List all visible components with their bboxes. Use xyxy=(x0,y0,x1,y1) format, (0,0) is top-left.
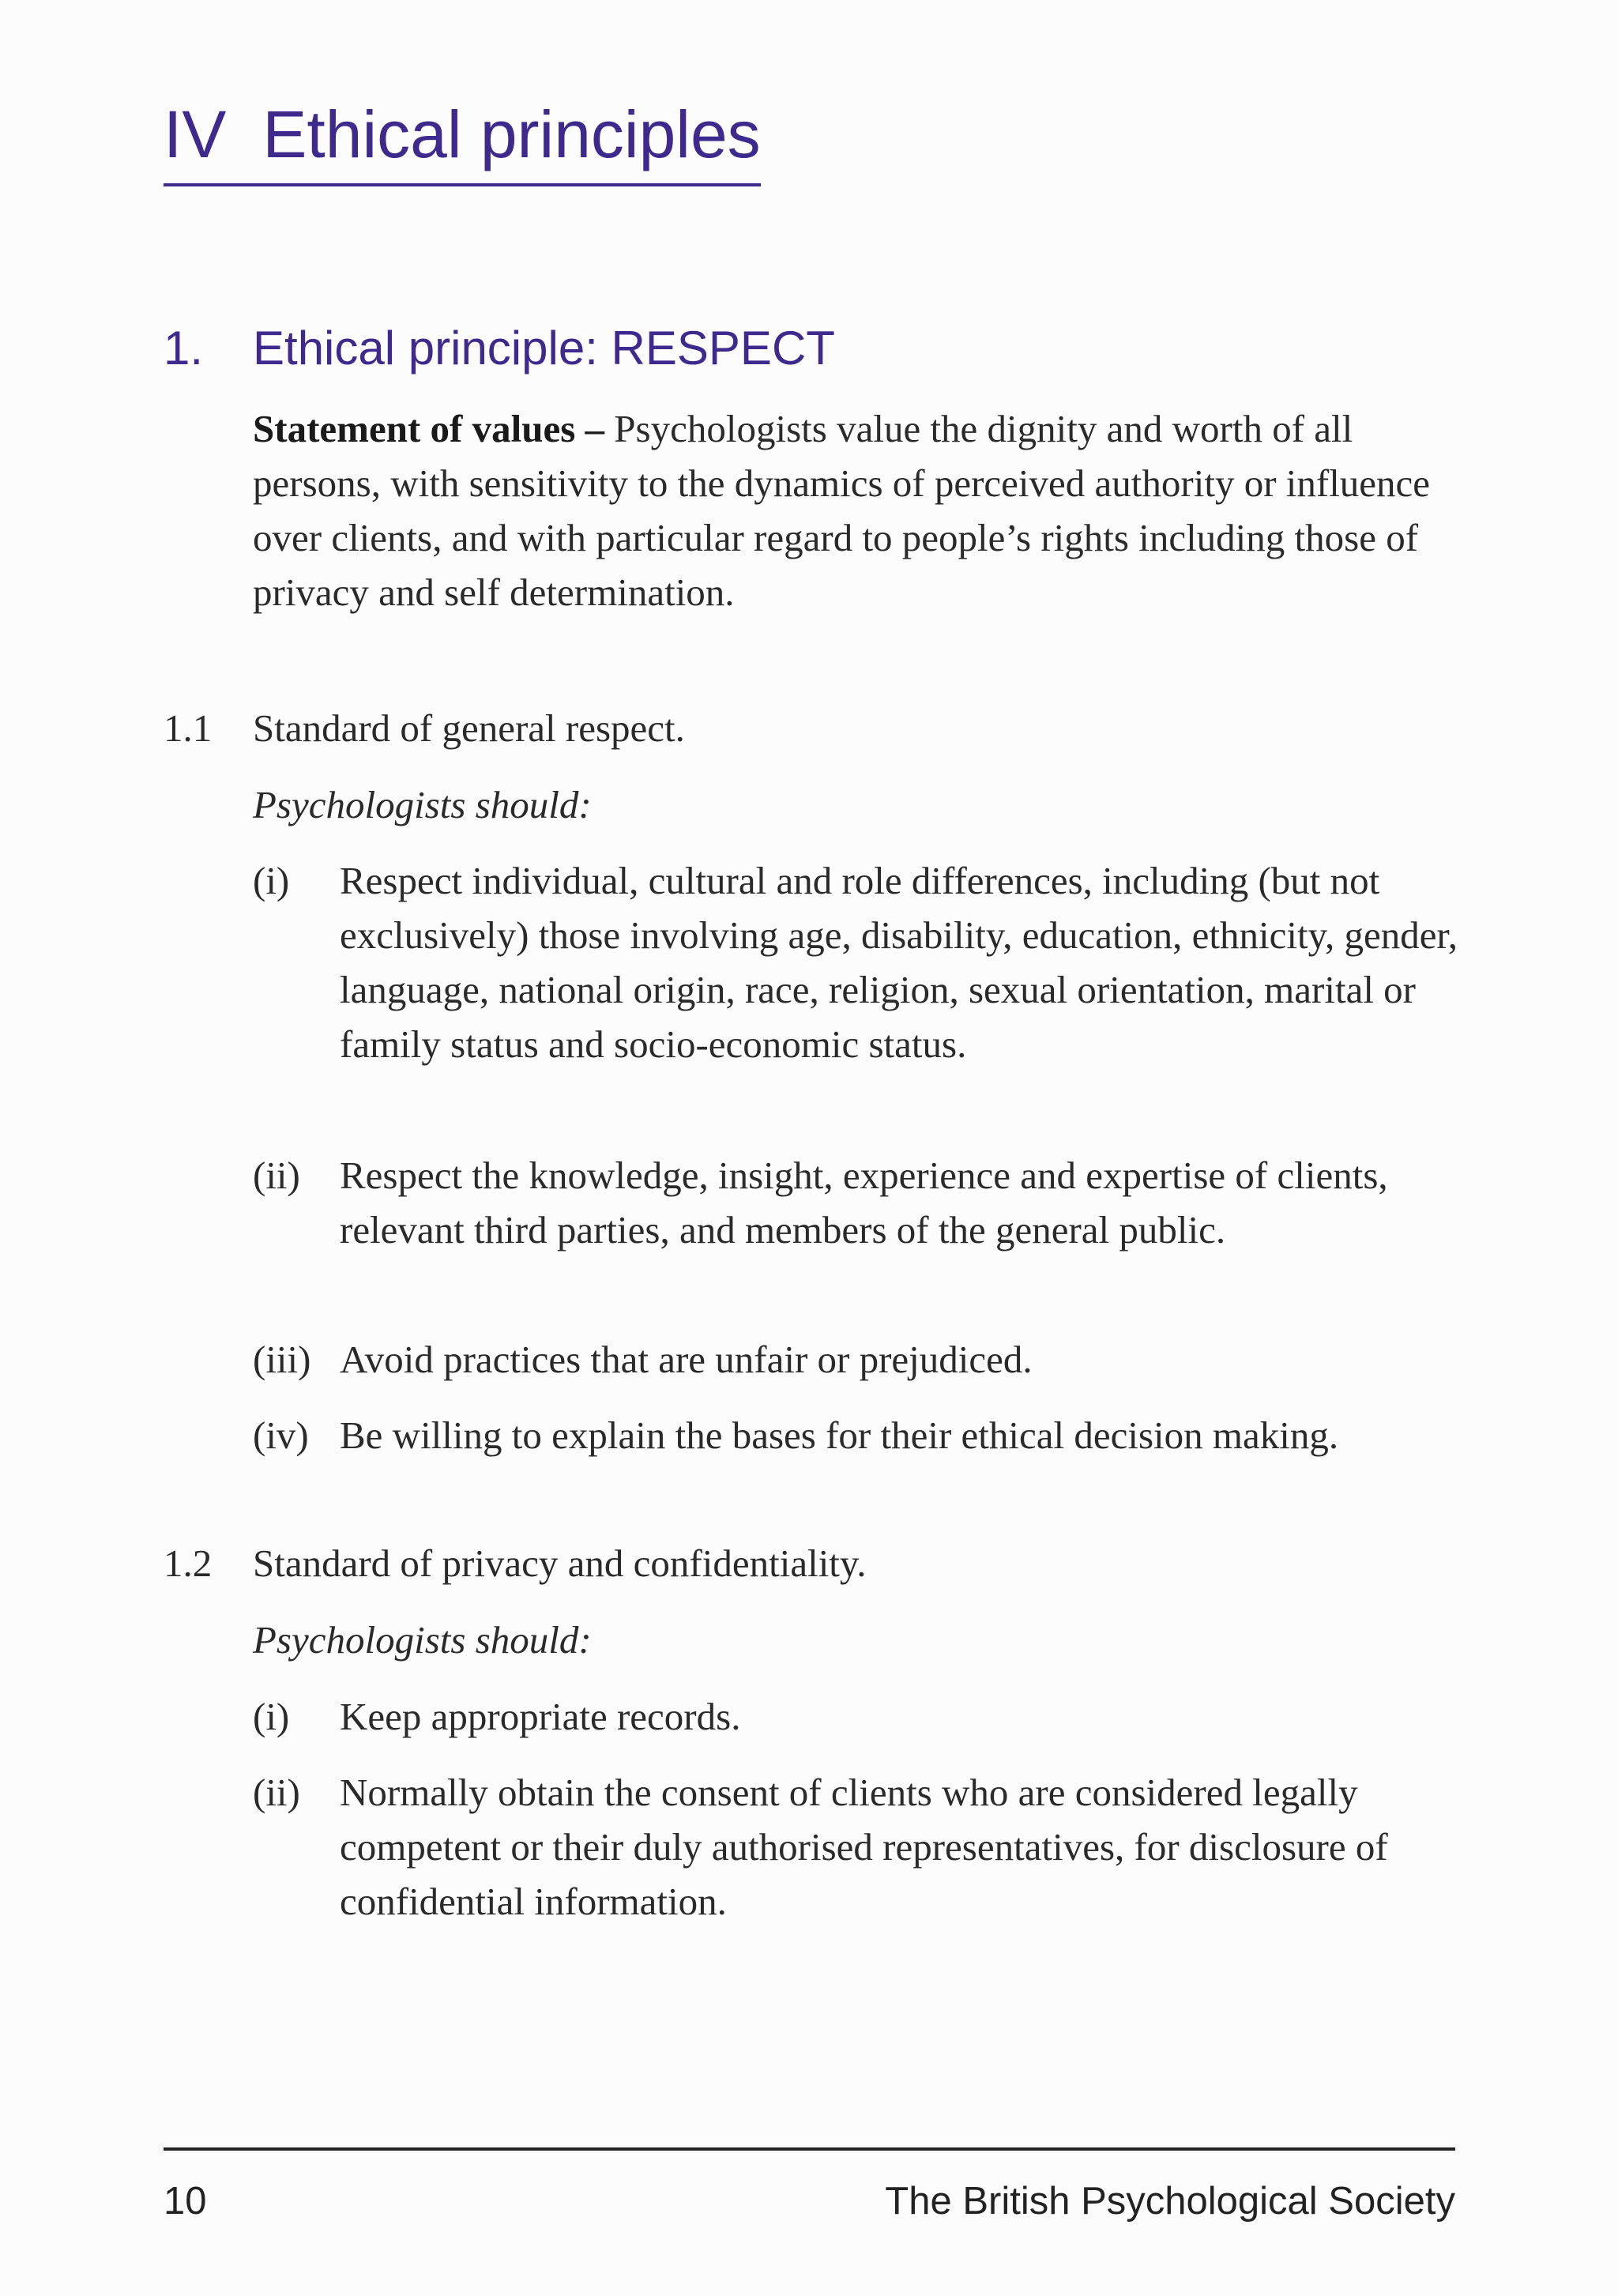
statement-of-values xyxy=(253,401,1462,619)
list-item xyxy=(253,1765,1485,1929)
statement-label: Statement of values – xyxy=(253,407,605,450)
standard-number: 1.1 xyxy=(164,706,213,750)
part-title: Ethical principles xyxy=(262,97,761,171)
list-item xyxy=(253,1148,1485,1257)
item-text: Respect individual, cultural and role differences, including (but not exclusively) those involving age, disability, education, ethnicity, gender, language, national origin, race, religion, sexual orientation, marital or family status and socio-economic status. xyxy=(340,859,1458,1066)
part-heading xyxy=(164,97,761,186)
standard-title: Standard of general respect. xyxy=(253,706,685,750)
item-text: Normally obtain the consent of clients who are considered legally competent or their duly authorised representatives, for disclosure of confidential information. xyxy=(340,1771,1388,1923)
list-item xyxy=(253,1332,1485,1387)
item-marker: (ii) xyxy=(253,1771,300,1814)
page-number: 10 xyxy=(164,2180,207,2223)
list-item xyxy=(253,1408,1485,1462)
item-text: Avoid practices that are unfair or prejudiced. xyxy=(340,1338,1033,1381)
item-marker: (i) xyxy=(253,859,290,902)
standard-1-2-heading xyxy=(164,1536,867,1590)
item-text: Be willing to explain the bases for their ethical decision making. xyxy=(340,1413,1339,1457)
list-item xyxy=(253,853,1485,1071)
standard-1-1-lead: Psychologists should: xyxy=(253,783,592,826)
item-marker: (i) xyxy=(253,1695,290,1738)
list-item xyxy=(253,1689,1485,1744)
section-title: Ethical principle: RESPECT xyxy=(253,322,835,375)
standard-1-1-heading xyxy=(164,701,685,755)
section-number: 1. xyxy=(164,322,204,375)
publisher-name: The British Psychological Society xyxy=(885,2180,1455,2223)
footer-divider xyxy=(164,2147,1455,2151)
standard-title: Standard of privacy and confidentiality. xyxy=(253,1541,867,1585)
item-marker: (ii) xyxy=(253,1154,300,1197)
standard-1-2-lead: Psychologists should: xyxy=(253,1618,592,1662)
item-marker: (iii) xyxy=(253,1338,311,1381)
item-text: Keep appropriate records. xyxy=(340,1695,741,1738)
standard-number: 1.2 xyxy=(164,1541,213,1585)
statement-text: Psychologists value the dignity and worth of all persons, with sensitivity to the dynamics of perceived authority or influence over clients, and with particular regard to people’s rights including those of privacy and self determination. xyxy=(253,407,1431,614)
part-number: IV xyxy=(164,97,227,171)
item-text: Respect the knowledge, insight, experience and expertise of clients, relevant third parties, and members of the general public. xyxy=(340,1154,1388,1252)
section-heading xyxy=(164,320,835,377)
item-marker: (iv) xyxy=(253,1413,309,1457)
